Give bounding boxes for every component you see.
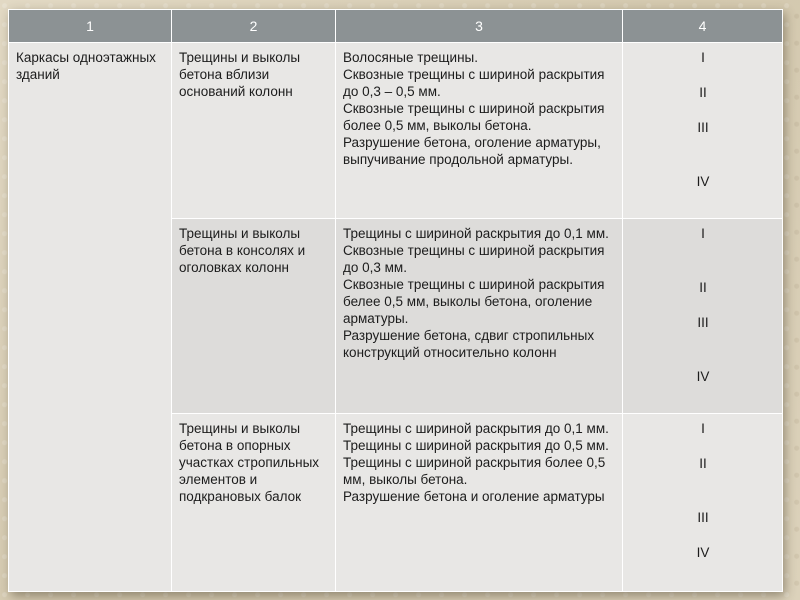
- damage-level: II: [699, 85, 707, 100]
- description-cell: [336, 43, 623, 219]
- level-cell: [623, 414, 783, 592]
- description-line: Волосяные трещины.: [343, 50, 478, 65]
- slide-frame: [8, 9, 782, 592]
- table-row: [9, 43, 783, 219]
- description-line: Сквозные трещины с шириной раскрытия до 0,3 – 0,5 мм.: [343, 67, 605, 99]
- category-cell: Каркасы одноэтажных зданий: [9, 43, 172, 592]
- description-cell: [336, 219, 623, 414]
- damage-level: I: [701, 226, 705, 241]
- description-line: Трещины с шириной раскрытия до 0,1 мм.: [343, 226, 609, 241]
- damage-level: IV: [696, 545, 710, 560]
- header-col-3: 3: [336, 10, 623, 43]
- damage-level: III: [697, 510, 709, 525]
- header-col-4: 4: [623, 10, 783, 43]
- damage-level: III: [697, 120, 709, 135]
- description-line: Разрушение бетона, сдвиг стропильных конструкций относительно колонн: [343, 328, 595, 360]
- description-line: Трещины с шириной раскрытия до 0,5 мм.: [343, 438, 609, 453]
- damage-classification-table: [8, 9, 783, 592]
- damage-level: II: [699, 280, 707, 295]
- element-cell: Трещины и выколы бетона в консолях и оголовках колонн: [172, 219, 336, 414]
- description-line: Трещины с шириной раскрытия более 0,5 мм, выколы бетона.: [343, 455, 606, 487]
- description-line: Сквозные трещины с шириной раскрытия белее 0,5 мм, выколы бетона, оголение арматуры.: [343, 277, 605, 326]
- damage-level: I: [701, 50, 705, 65]
- description-line: Разрушение бетона, оголение арматуры, выпучивание продольной арматуры.: [343, 135, 601, 167]
- header-row: [9, 10, 783, 43]
- description-line: Трещины с шириной раскрытия до 0,1 мм.: [343, 421, 609, 436]
- description-line: Сквозные трещины с шириной раскрытия более 0,5 мм, выколы бетона.: [343, 101, 605, 133]
- header-col-1: 1: [9, 10, 172, 43]
- damage-level: IV: [696, 174, 710, 189]
- damage-level: III: [697, 315, 709, 330]
- description-line: Разрушение бетона и оголение арматуры: [343, 489, 605, 504]
- description-cell: [336, 414, 623, 592]
- level-cell: [623, 43, 783, 219]
- damage-level: II: [699, 456, 707, 471]
- level-cell: [623, 219, 783, 414]
- header-col-2: 2: [172, 10, 336, 43]
- damage-level: IV: [696, 369, 710, 384]
- damage-level: I: [701, 421, 705, 436]
- element-cell: Трещины и выколы бетона вблизи оснований колонн: [172, 43, 336, 219]
- description-line: Сквозные трещины с шириной раскрытия до 0,3 мм.: [343, 243, 605, 275]
- element-cell: Трещины и выколы бетона в опорных участках стропильных элементов и подкрановых балок: [172, 414, 336, 592]
